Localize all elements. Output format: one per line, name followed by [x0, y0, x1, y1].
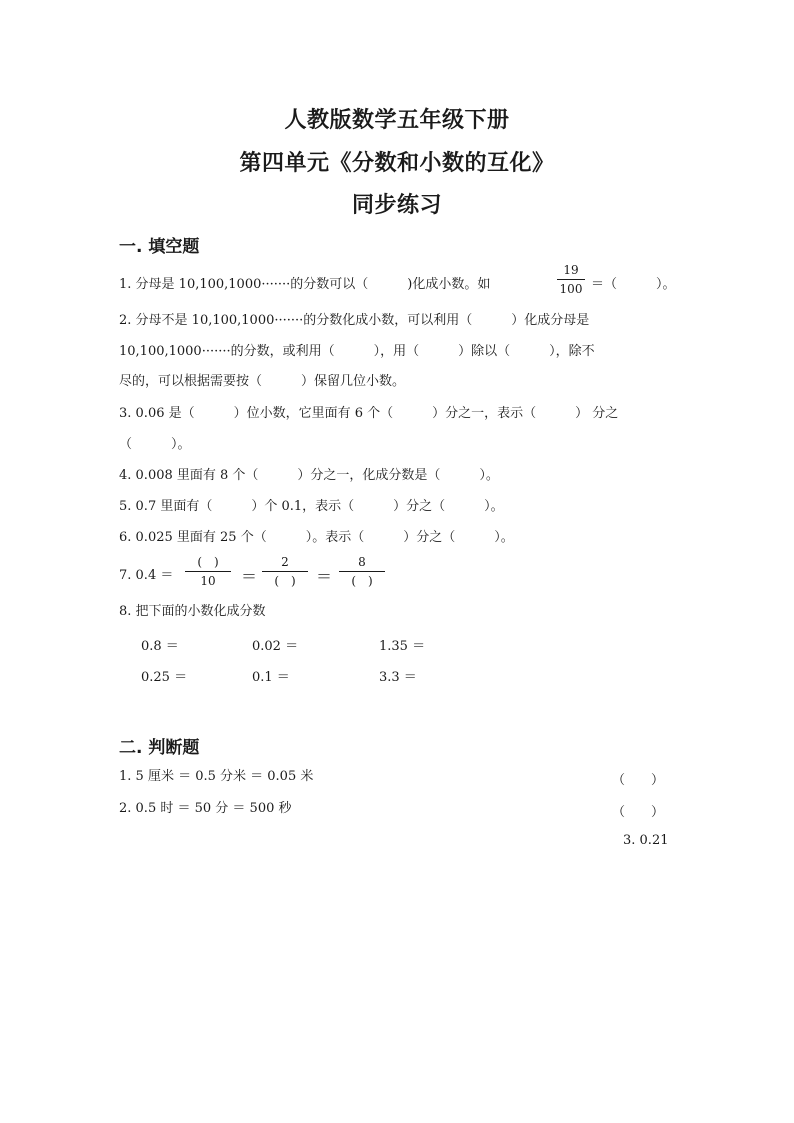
section-heading-true-false: 二. 判断题 — [119, 738, 200, 758]
fraction-numerator: 8 — [358, 555, 366, 569]
question-8-text: 8. 把下面的小数化成分数 — [119, 604, 266, 619]
question-7-fraction-2 — [262, 555, 308, 588]
subtitle: 同步练习 — [351, 193, 442, 218]
question-1-text: 1. 分母是 10,100,1000·······的分数可以（ )化成小数。如 — [119, 277, 491, 292]
conversion-item: 0.8 ＝ — [141, 639, 179, 654]
conversion-item: 1.35 ＝ — [379, 639, 426, 654]
fraction-denominator: 100 — [559, 282, 583, 296]
conversion-item: 0.25 ＝ — [141, 670, 188, 685]
equals-sign: ＝ — [241, 567, 258, 586]
worksheet-title: 人教版数学五年级下册 — [284, 108, 510, 133]
equals-sign: ＝ — [316, 567, 333, 586]
question-5-text: 5. 0.7 里面有（ ）个 0.1，表示（ ）分之（ ）。 — [119, 499, 504, 514]
judge-question-1: 1. 5 厘米 ＝ 0.5 分米 ＝ 0.05 米 — [119, 769, 314, 784]
fraction-bar — [185, 571, 231, 572]
judge-question-3: 3. 0.21 — [623, 833, 669, 848]
fraction-bar — [262, 571, 308, 572]
unit-title: 第四单元《分数和小数的互化》 — [239, 151, 555, 176]
conversion-item: 0.1 ＝ — [252, 670, 290, 685]
fraction-denominator: 10 — [200, 574, 216, 588]
question-1-fraction — [557, 263, 585, 296]
judge-question-2: 2. 0.5 时 ＝ 50 分 ＝ 500 秒 — [119, 801, 292, 816]
question-3-line-1: 3. 0.06 是（ ）位小数，它里面有 6 个（ ）分之一，表示（ ） 分之 — [119, 406, 619, 421]
question-7-prefix: 7. 0.4 ＝ — [119, 568, 174, 583]
question-2-line-2: 10,100,1000·······的分数，或利用（ ），用（ ）除以（ ），除不 — [119, 344, 595, 359]
fraction-denominator: ( ) — [351, 574, 373, 588]
conversion-item: 0.02 ＝ — [252, 639, 299, 654]
fraction-bar — [557, 279, 585, 280]
judge-answer-blank: （ ） — [612, 805, 665, 820]
question-2-line-3: 尽的，可以根据需要按（ ）保留几位小数。 — [119, 374, 406, 389]
question-7-fraction-1 — [185, 555, 231, 588]
fraction-numerator: ( ) — [197, 555, 219, 569]
conversion-item: 3.3 ＝ — [379, 670, 417, 685]
question-4-text: 4. 0.008 里面有 8 个（ ）分之一，化成分数是（ ）。 — [119, 468, 499, 483]
question-2-line-1: 2. 分母不是 10,100,1000·······的分数化成小数，可以利用（ ）化成分母是 — [119, 313, 590, 328]
judge-answer-blank: （ ） — [612, 773, 665, 788]
fraction-denominator: ( ) — [274, 574, 296, 588]
fraction-numerator: 19 — [563, 263, 579, 277]
question-6-text: 6. 0.025 里面有 25 个（ ）。表示（ ）分之（ ）。 — [119, 530, 514, 545]
fraction-numerator: 2 — [281, 555, 289, 569]
question-3-line-2: （ ）。 — [119, 437, 191, 452]
section-heading-fill-in: 一. 填空题 — [119, 237, 200, 257]
fraction-bar — [339, 571, 385, 572]
question-7-fraction-3 — [339, 555, 385, 588]
question-1-tail: ＝（ ）。 — [591, 277, 676, 292]
